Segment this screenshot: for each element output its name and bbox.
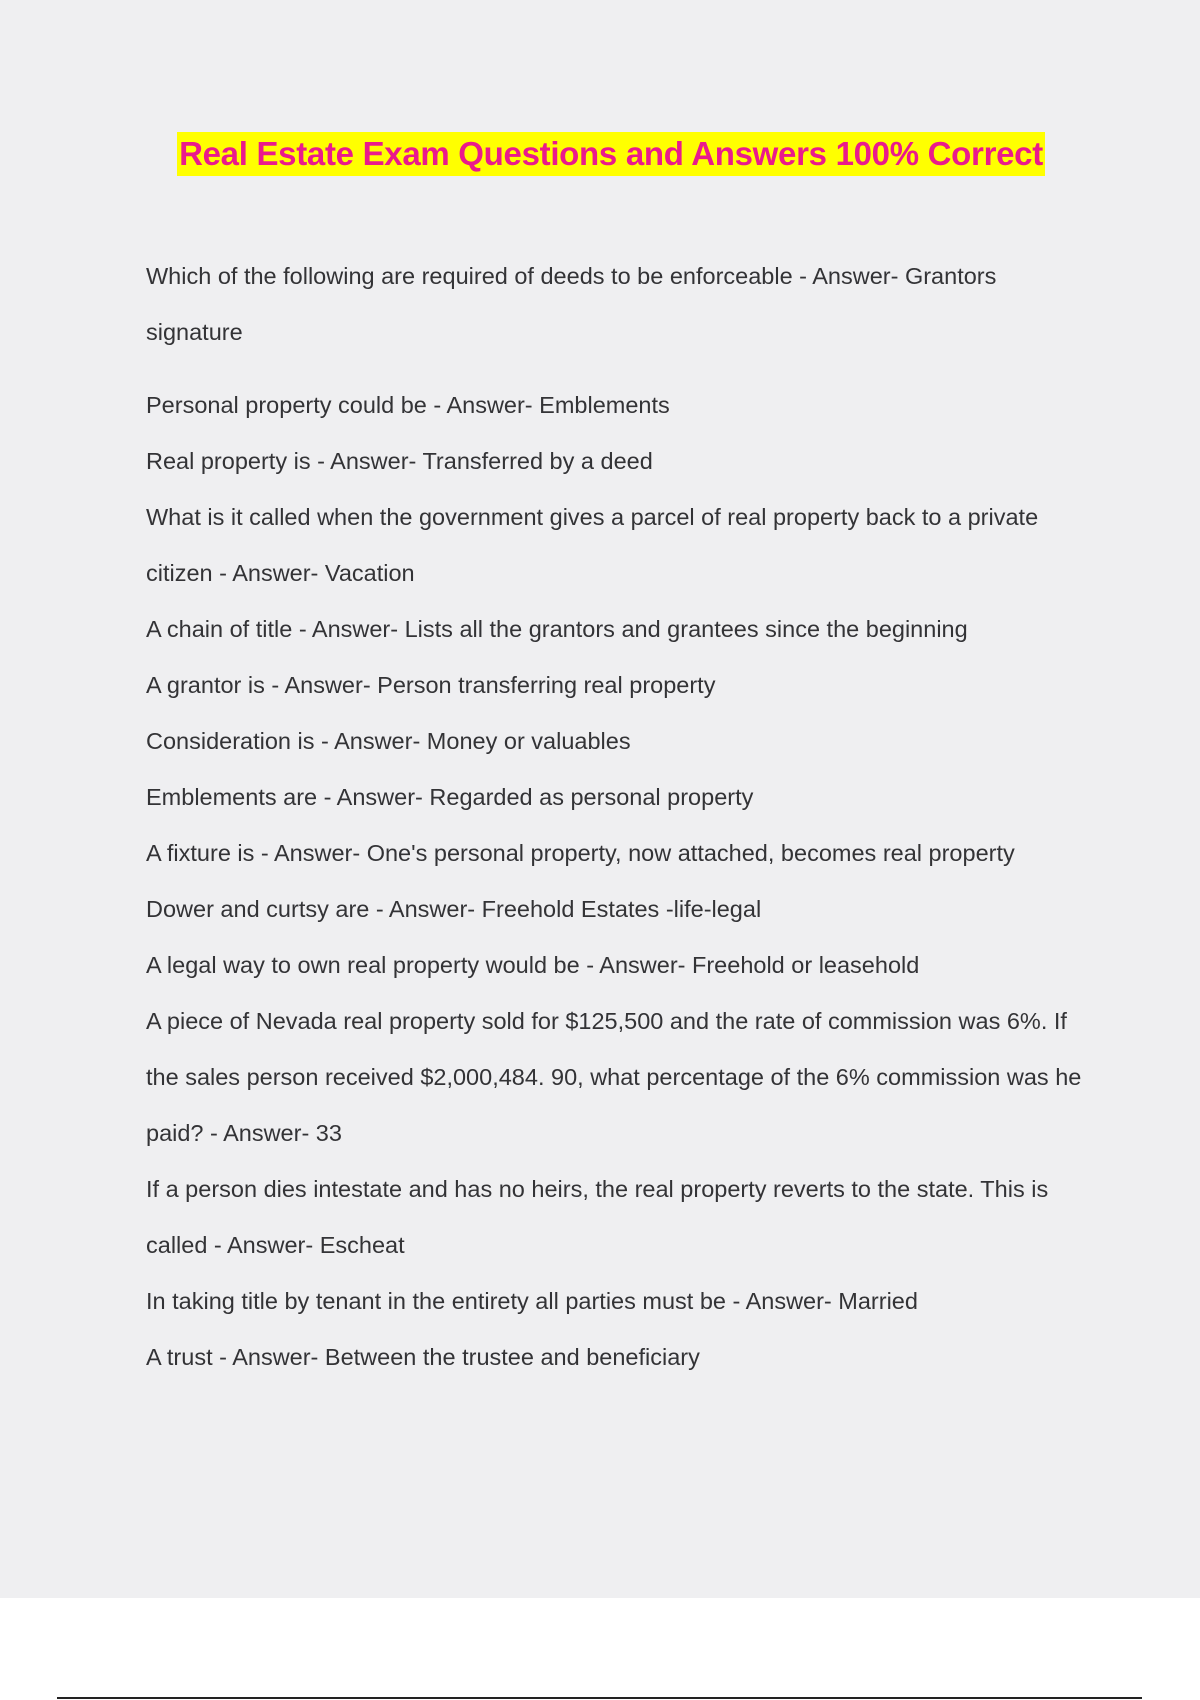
qa-item: A fixture is - Answer- One's personal property, now attached, becomes real property <box>146 840 1015 866</box>
qa-item: A piece of Nevada real property sold for $125,500 and the rate of commission was 6%. If the sales person received $2,000,484. 90, what percentage of the 6% commission was he paid? - Answer- 33 <box>146 1008 1082 1146</box>
qa-item: Personal property could be - Answer- Emblements <box>146 392 670 418</box>
qa-item: What is it called when the government gives a parcel of real property back to a private citizen - Answer- Vacation <box>146 504 1039 586</box>
page-divider <box>57 1697 1142 1699</box>
qa-item: Emblements are - Answer- Regarded as personal property <box>146 784 754 810</box>
document-title: Real Estate Exam Questions and Answers 100% Correct <box>177 132 1045 176</box>
qa-list <box>146 248 1086 1385</box>
qa-item: Dower and curtsy are - Answer- Freehold Estates -life-legal <box>146 896 762 922</box>
qa-item: Consideration is - Answer- Money or valuables <box>146 728 631 754</box>
qa-item: Real property is - Answer- Transferred by a deed <box>146 448 653 474</box>
qa-item: Which of the following are required of deeds to be enforceable - Answer- Grantors signature <box>146 263 997 345</box>
qa-item: A chain of title - Answer- Lists all the grantors and grantees since the beginning <box>146 616 968 642</box>
qa-item: A grantor is - Answer- Person transferring real property <box>146 672 716 698</box>
title-container <box>146 132 1076 176</box>
qa-item: A legal way to own real property would be - Answer- Freehold or leasehold <box>146 952 920 978</box>
qa-item: In taking title by tenant in the entirety all parties must be - Answer- Married <box>146 1288 918 1314</box>
qa-item: If a person dies intestate and has no heirs, the real property reverts to the state. This is called - Answer- Escheat <box>146 1176 1049 1258</box>
qa-item: A trust - Answer- Between the trustee and beneficiary <box>146 1344 700 1370</box>
